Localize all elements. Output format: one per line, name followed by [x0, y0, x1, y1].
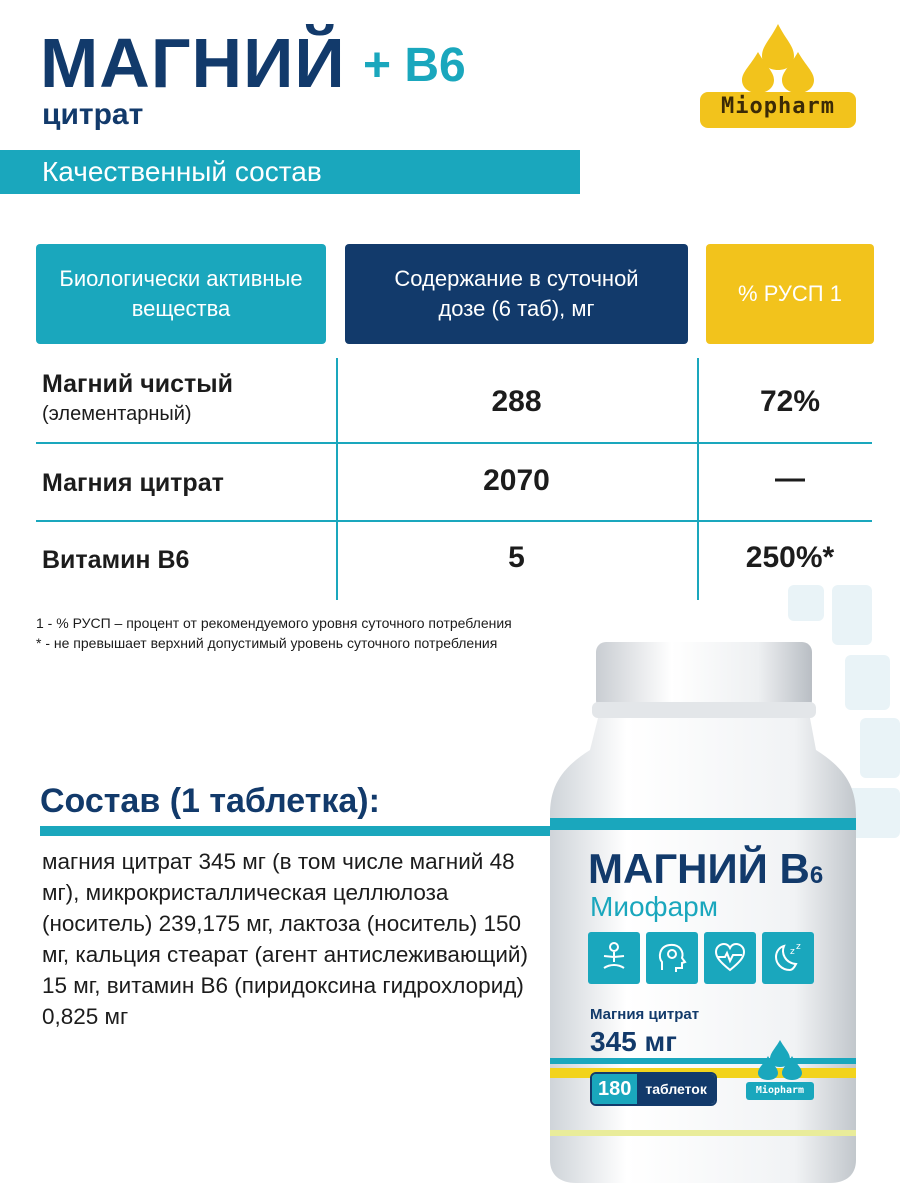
- background-decoration: [832, 585, 872, 645]
- row-rusp: —: [775, 462, 805, 495]
- bottle-brand-subscript: 6: [809, 862, 824, 889]
- background-decoration: [860, 718, 900, 778]
- product-bottle-image: [548, 640, 858, 1185]
- drops-logo-icon: [746, 1038, 814, 1080]
- table-header-label: Содержание в суточной дозе (6 таб), мг: [394, 266, 639, 321]
- svg-text:z: z: [796, 942, 801, 952]
- bottle-brand-title: [588, 845, 824, 892]
- bottle-icons: [588, 932, 818, 984]
- tablet-count-label: таблеток: [637, 1074, 714, 1104]
- brain-icon: [646, 932, 698, 984]
- miopharm-logo: [700, 22, 856, 132]
- row-rusp: 250%*: [745, 541, 835, 574]
- product-title-b6: + B6: [363, 39, 466, 92]
- footnote: * - не превышает верхний допустимый уровень суточного потребления: [36, 635, 498, 651]
- row-name: Витамин B6: [42, 546, 190, 574]
- bottle-brand-name: Миофарм: [590, 891, 718, 922]
- row-amount: 2070: [483, 464, 550, 497]
- composition-text: магния цитрат 345 мг (в том числе магний 48 мг), микрокристаллическая целлюлоза (носитель) 239,175 мг, лактоза (носитель) 150 мг, кальция стеарат (агент антислеживающий) 15 мг, витамин В6 (пиридоксина гидрохлорид) 0,825 мг: [42, 849, 528, 1029]
- heart-pulse-icon: [704, 932, 756, 984]
- table-header-rusp: [706, 244, 874, 344]
- row-amount: 5: [508, 541, 525, 574]
- background-decoration: [788, 585, 824, 621]
- bottle-logo-text: Miopharm: [746, 1082, 814, 1100]
- yoga-icon: [588, 932, 640, 984]
- svg-text:z: z: [790, 947, 795, 957]
- table-divider: [36, 442, 872, 444]
- sleep-moon-icon: [762, 932, 814, 984]
- footnote: 1 - % РУСП – процент от рекомендуемого уровня суточного потребления: [36, 615, 512, 631]
- composition-title: Состав (1 таблетка):: [40, 782, 380, 820]
- row-amount: 288: [491, 385, 542, 418]
- drops-logo-icon: [700, 22, 856, 94]
- bottle-brand-title-text: МАГНИЙ B: [588, 845, 810, 892]
- row-subname: (элементарный): [42, 403, 192, 425]
- bottle-ingredient: Магния цитрат: [590, 1006, 700, 1023]
- row-rusp: 72%: [759, 385, 821, 418]
- table-header-amount: [345, 244, 688, 344]
- table-header-label: % РУСП 1: [738, 281, 842, 306]
- tablet-count-badge: [590, 1072, 717, 1106]
- bottle-logo: [746, 1038, 814, 1102]
- logo-text: Miopharm: [721, 94, 835, 119]
- table-divider: [336, 358, 338, 600]
- bottle-dose: 345 мг: [590, 1026, 677, 1057]
- section-banner-label: Качественный состав: [42, 156, 322, 187]
- table-header-substances: [36, 244, 326, 344]
- table-header-label: Биологически активные вещества: [59, 266, 303, 321]
- product-title: МАГНИЙ: [40, 24, 346, 102]
- row-name: Магний чистый: [42, 370, 233, 398]
- tablet-count: 180: [592, 1074, 637, 1104]
- product-subtitle: цитрат: [42, 98, 144, 131]
- row-name: Магния цитрат: [42, 469, 224, 497]
- table-divider: [36, 520, 872, 522]
- table-divider: [697, 358, 699, 600]
